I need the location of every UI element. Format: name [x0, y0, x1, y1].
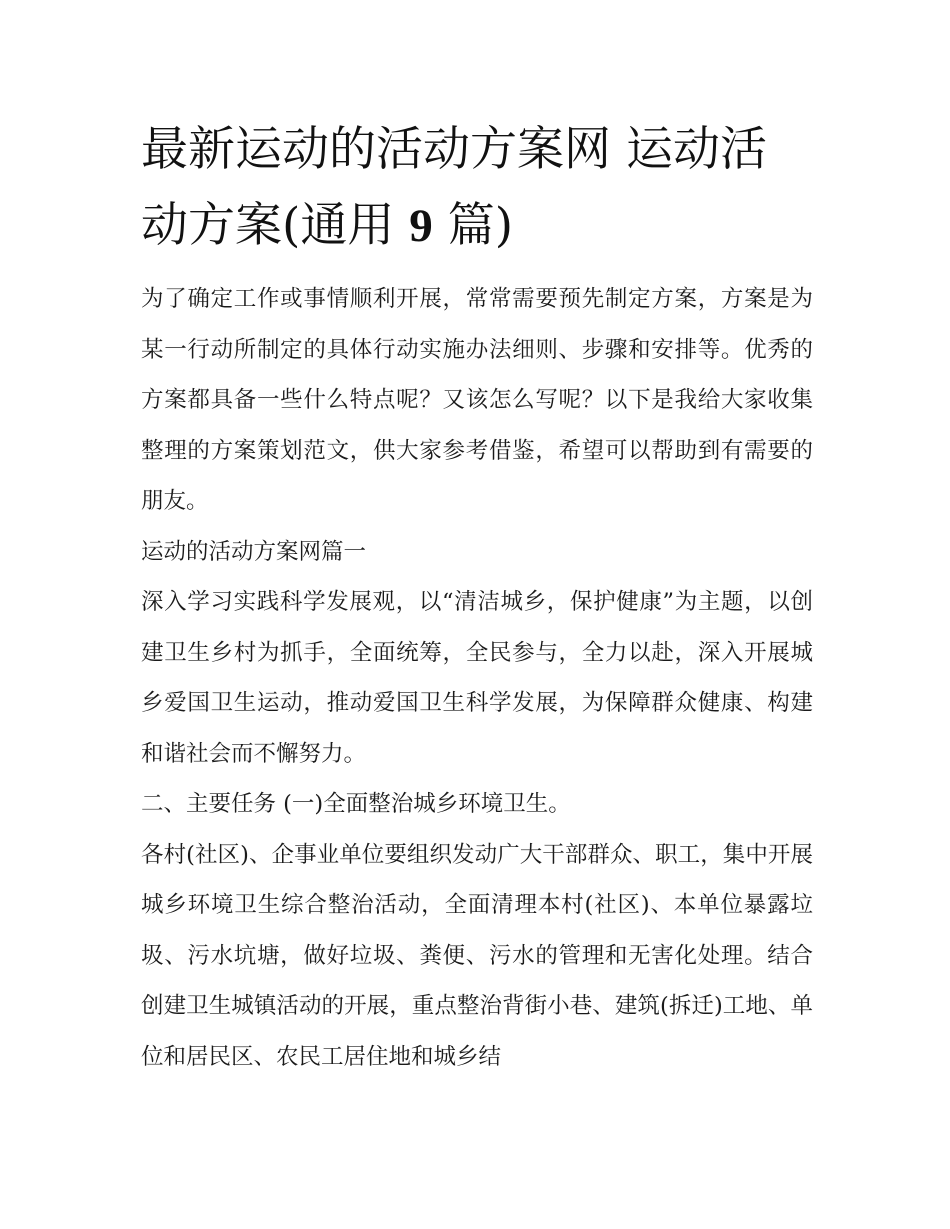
document-body: [141, 112, 813, 1082]
title-text-part2: 篇): [432, 198, 514, 253]
body-paragraph: 深入学习实践科学发展观，以“清洁城乡，保护健康”为主题，以创建卫生乡村为抓手，全面统筹，全民参与，全力以赴，深入开展城乡爱国卫生运动，推动爱国卫生科学发展，为保障群众健康、构建和谐社会而不懈努力。: [141, 589, 813, 767]
title-text-part1: 最新运动的活动方案网 运动活动方案(通用: [141, 122, 767, 253]
task-heading: 二、主要任务 (一)全面整治城乡环境卫生。: [141, 791, 571, 817]
title-number: 9: [409, 200, 433, 252]
intro-paragraph: 为了确定工作或事情顺利开展，常常需要预先制定方案，方案是为某一行动所制定的具体行动实施办法细则、步骤和安排等。优秀的方案都具备一些什么特点呢？又该怎么写呢？以下是我给大家收集整理的方案策划范文，供大家参考借鉴，希望可以帮助到有需要的朋友。: [141, 286, 813, 514]
section-heading: 运动的活动方案网篇一: [141, 538, 367, 565]
document-title: [141, 112, 813, 264]
body-paragraph: 各村(社区)、企事业单位要组织发动广大干部群众、职工，集中开展城乡环境卫生综合整治活动，全面清理本村(社区)、本单位暴露垃圾、污水坑塘，做好垃圾、粪便、污水的管理和无害化处理。结合创建卫生城镇活动的开展，重点整治背街小巷、建筑(拆迁)工地、单位和居民区、农民工居住地和城乡结: [141, 841, 813, 1070]
